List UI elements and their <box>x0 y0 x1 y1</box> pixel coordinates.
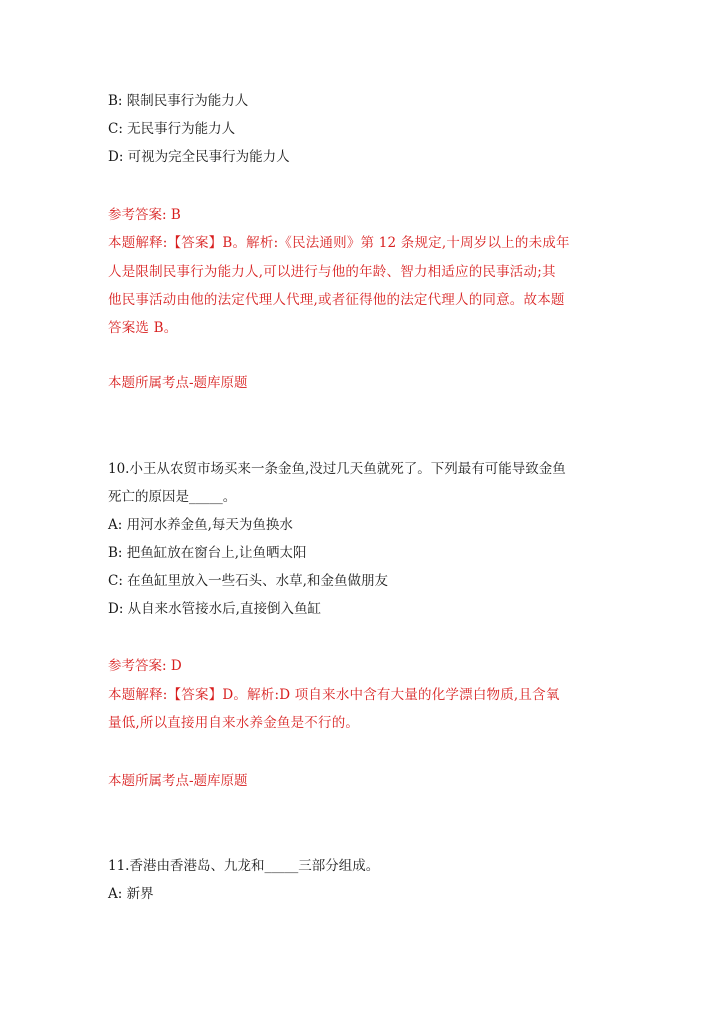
q9-explanation-line-3: 他民事活动由他的法定代理人代理,或者征得他的法定代理人的同意。故本题 <box>108 292 565 308</box>
q10-option-a: A: 用河水养金鱼,每天为鱼换水 <box>108 517 293 533</box>
q10-option-d: D: 从自来水管接水后,直接倒入鱼缸 <box>108 601 321 617</box>
q9-explanation-line-2: 人是限制民事行为能力人,可以进行与他的年龄、智力相适应的民事活动;其 <box>108 264 556 280</box>
q11-question-line-1: 11.香港由香港岛、九龙和_____三部分组成。 <box>108 858 380 874</box>
q9-option-c: C: 无民事行为能力人 <box>108 121 236 137</box>
q9-option-d: D: 可视为完全民事行为能力人 <box>108 149 290 165</box>
q10-option-c: C: 在鱼缸里放入一些石头、水草,和金鱼做朋友 <box>108 573 388 589</box>
q9-explanation-line-4: 答案选 B。 <box>108 320 178 336</box>
q10-question-line-1: 10.小王从农贸市场买来一条金鱼,没过几天鱼就死了。下列最有可能导致金鱼 <box>108 461 566 477</box>
q9-explanation-line-1: 本题解释:【答案】B。解析:《民法通则》第 12 条规定,十周岁以上的未成年 <box>108 235 570 251</box>
q9-category: 本题所属考点-题库原题 <box>108 375 248 391</box>
q11-option-a: A: 新界 <box>108 886 154 902</box>
q9-answer: 参考答案: B <box>108 207 181 223</box>
q10-option-b: B: 把鱼缸放在窗台上,让鱼晒太阳 <box>108 545 307 561</box>
q10-answer: 参考答案: D <box>108 658 182 674</box>
q10-explanation-line-1: 本题解释:【答案】D。解析:D 项自来水中含有大量的化学漂白物质,且含氧 <box>108 687 560 703</box>
q9-option-b: B: 限制民事行为能力人 <box>108 93 249 109</box>
q10-explanation-line-2: 量低,所以直接用自来水养金鱼是不行的。 <box>108 715 360 731</box>
q10-question-line-2: 死亡的原因是_____。 <box>108 489 237 505</box>
q10-category: 本题所属考点-题库原题 <box>108 773 248 789</box>
